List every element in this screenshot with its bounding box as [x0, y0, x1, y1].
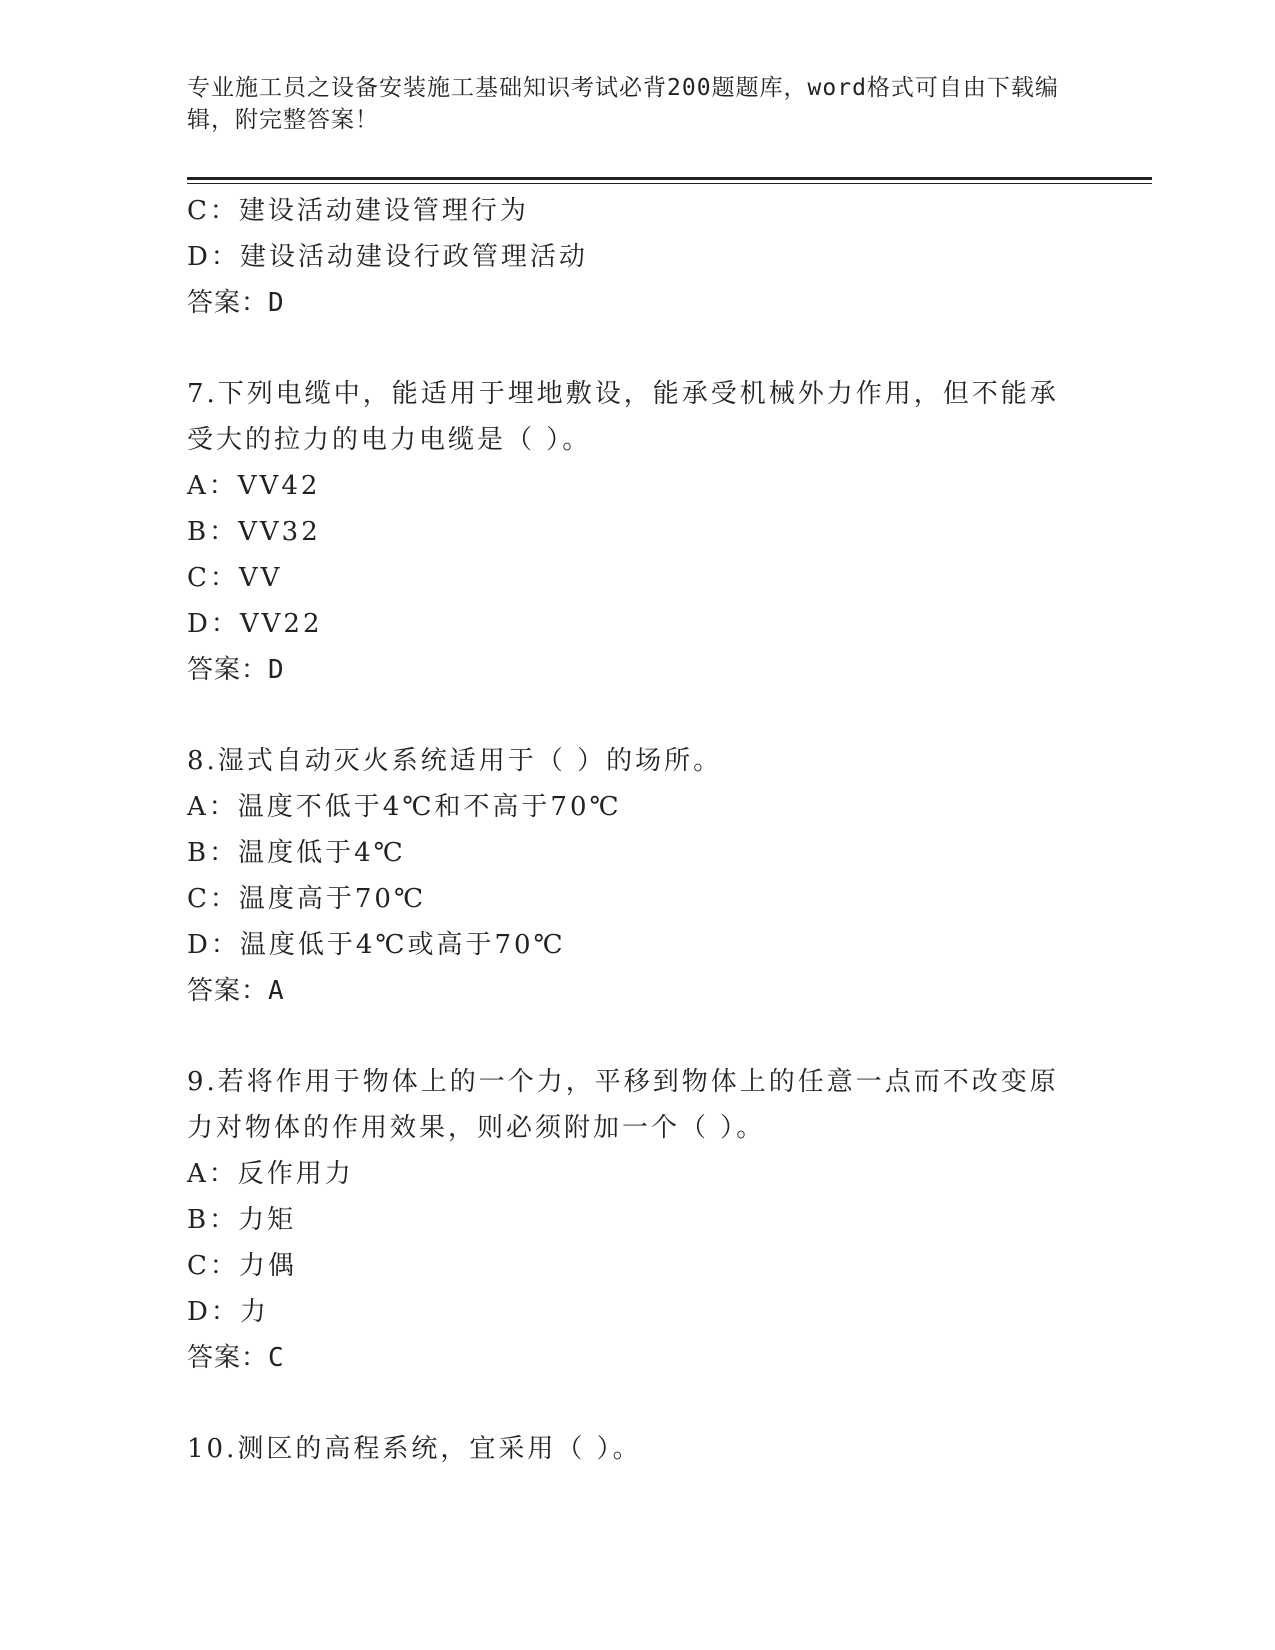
option-d: D：建设活动建设行政管理活动 [187, 242, 588, 272]
question-block-7 [187, 371, 1087, 693]
question-block-9 [187, 1059, 1087, 1381]
question-stem: 受大的拉力的电力电缆是（ ）。 [187, 425, 592, 455]
question-stem: 10.测区的高程系统，宜采用（ ）。 [187, 1434, 642, 1464]
document-body [187, 188, 1087, 1472]
option-c: C：力偶 [187, 1251, 297, 1281]
option-d: D：温度低于4℃或高于70℃ [187, 930, 566, 960]
option-c: C：建设活动建设管理行为 [187, 196, 529, 226]
option-c: C：温度高于70℃ [187, 884, 427, 914]
question-block-8 [187, 738, 1087, 1014]
answer-line: 答案：C [187, 1343, 285, 1373]
header-rule-thin [187, 183, 1152, 184]
option-c: C：VV [187, 563, 283, 593]
answer-line: 答案：D [187, 655, 285, 685]
question-block-6-tail [187, 188, 1087, 326]
option-b: B：VV32 [187, 517, 321, 547]
header-rule-thick [187, 177, 1152, 180]
option-a: A：反作用力 [187, 1159, 354, 1189]
question-stem: 9.若将作用于物体上的一个力，平移到物体上的任意一点而不改变原 [187, 1067, 1059, 1097]
question-block-10 [187, 1426, 1087, 1472]
option-b: B：温度低于4℃ [187, 838, 406, 868]
answer-line: 答案：A [187, 976, 285, 1006]
question-stem: 力对物体的作用效果，则必须附加一个（ ）。 [187, 1113, 766, 1143]
answer-line: 答案：D [187, 288, 285, 318]
question-stem: 7.下列电缆中，能适用于埋地敷设，能承受机械外力作用，但不能承 [187, 379, 1059, 409]
option-d: D：VV22 [187, 609, 323, 639]
option-b: B：力矩 [187, 1205, 297, 1235]
page-header: 专业施工员之设备安装施工基础知识考试必背200题题库，word格式可自由下载编辑，附完整答案！ [187, 75, 1059, 133]
option-a: A：温度不低于4℃和不高于70℃ [187, 792, 622, 822]
option-a: A：VV42 [187, 471, 321, 501]
option-d: D：力 [187, 1297, 269, 1327]
question-stem: 8.湿式自动灭火系统适用于（ ）的场所。 [187, 746, 723, 776]
